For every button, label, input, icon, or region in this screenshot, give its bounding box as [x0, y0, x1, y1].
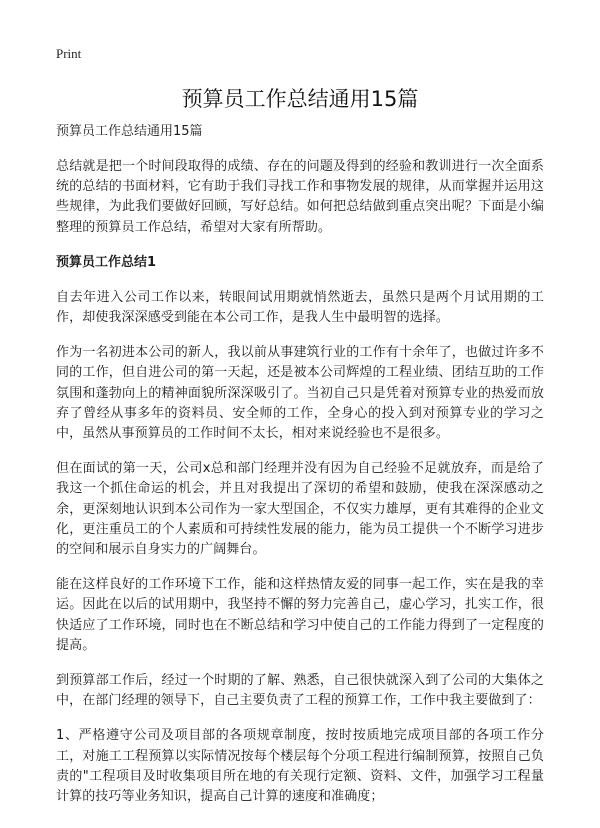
body-paragraph-1: 自去年进入公司工作以来，转眼间试用期就悄然逝去，虽然只是两个月试用期的工作，却使我深深感受到能在本公司工作，是我人生中最明智的选择。 [56, 289, 544, 326]
body-paragraph-6: 1、严格遵守公司及项目部的各项规章制度，按时按质地完成项目部的各项工作分工，对施工工程预算以实际情况按每个楼层每个分项工程进行编制预算，按照自己负责的"工程项目及时收集项目所在地的有关现行定额、资料、文件，加强学习工程量计算的技巧等业务知识，提高自己计算的速度和准确度； [56, 728, 544, 805]
intro-paragraph: 总结就是把一个时间段取得的成绩、存在的问题及得到的经验和教训进行一次全面系统的总结的书面材料，它有助于我们寻找工作和事物发展的规律，从而掌握并运用这些规律，为此我们要做好回顾，写好总结。如何把总结做到重点突出呢？下面是小编整理的预算员工作总结，希望对大家有所帮助。 [56, 159, 544, 235]
document-subtitle: 预算员工作总结通用15篇 [56, 124, 203, 139]
section-heading: 预算员工作总结1 [56, 254, 157, 270]
body-paragraph-3: 但在面试的第一天，公司x总和部门经理并没有因为自己经验不足就放弃，而是给了我这一个抓住命运的机会，并且对我提出了深切的希望和鼓励，使我在深深感动之余，更深刻地认识到本公司作为一家大型国企，不仅实力雄厚，更有其难得的企业文化，更注重员工的个人素质和可持续性发展的能力，能为员工提供一个不断学习进步的空间和展示自身实力的广阔舞台。 [56, 461, 544, 558]
body-paragraph-5: 到预算部工作后，经过一个时期的了解、熟悉，自己很快就深入到了公司的大集体之中，在部门经理的领导下，自己主要负责了工程的预算工作，工作中我主要做到了： [56, 673, 544, 709]
body-paragraph-4: 能在这样良好的工作环境下工作，能和这样热情友爱的同事一起工作，实在是我的幸运。因此在以后的试用期中，我坚持不懈的努力完善自己，虚心学习，扎实工作，很快适应了工作环境，同时也在不断总结和学习中使自己的工作能力得到了一定程度的提高。 [56, 577, 544, 653]
document-title: 预算员工作总结通用15篇 [181, 87, 419, 111]
print-link[interactable]: Print [56, 46, 82, 61]
body-paragraph-2: 作为一名初进本公司的新人，我以前从事建筑行业的工作有十余年了，也做过许多不同的工作，但自进公司的第一天起，还是被本公司辉煌的工程业绩、团结互助的工作氛围和蓬勃向上的精神面貌所深深吸引了。当初自己只是凭着对预算专业的热爱而放弃了曾经从事多年的资料员、安全师的工作，全身心的投入到对预算专业的学习之中，虽然从事预算员的工作时间不太长，相对来说经验也不是很多。 [56, 345, 544, 442]
